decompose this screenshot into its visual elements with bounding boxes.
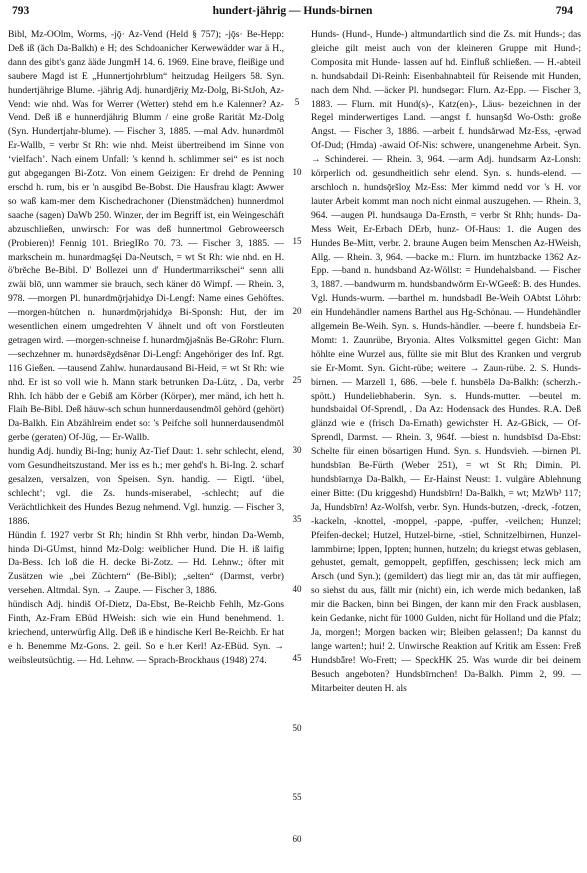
entry-huendisch: hündisch Adj. hindiš Of-Dietz, Da-Ebst, Be-Reichb Fehlh, Mz-Gons Finth, Az-Fram EBüd HWeish: sich wie ein Hund benehmend. 1. kriechend, unterwürfig Allg. Deß iß e hindische Kerl Be-Reichb. Er hat e h. Benemme Mz-Gons. 2. geil. So e h.er Kerl! Az-EBüd. Syn. → weibsleutsüchtig. — Hd. Lehnw. — Sprach-Brockhaus (1948) 274. [8,599,284,666]
line-number: 5 [294,97,300,107]
line-number: 35 [292,514,302,524]
page-number-left: 793 [12,5,30,17]
entry-hundig: hundig Adj. hundiχ Bi-Ing; huniχ Az-Tief Daut: 1. sehr schlecht, elend, vom Gesundheitszustand. Mer iss es h.; mer gehd's h. Bi-Ing. 2. scharf gesalzen, versalzen, von Speisen. Syn. handig. — Eigtl. ‘übel, schlecht’; vgl. die Zs. hunds-miserabel, -schlecht; auf die Verächtlichkeit des Hundes Bezug nehmend. Vgl. hunzig. — Fischer 3, 1886. [8,446,284,527]
line-number: 40 [292,584,302,594]
line-number: 45 [292,653,302,663]
line-number: 25 [292,375,302,385]
left-column [8,28,284,668]
entry-huendin: Hündin f. 1927 verbr St Rh; hindin St Rhh verbr, hindən Da-Wemb, hində Di-GUmst, hinnd Mz-Dolg: weiblicher Hund. Die H. iß laifig Da-Bess. Ich loß die H. decke Bi-Zotz. — Hd. Lehnw.; öfter mit Zusätzen wie „bei Züchtern“ (Be-Bibl); „selten“ (Darmst, verbr) versehen. Altmdal. Syn. → Zaupe. — Fischer 3, 1886. [8,529,284,597]
line-number: 10 [292,167,302,177]
line-number: 50 [292,723,302,733]
page-number-right: 794 [555,5,573,17]
running-head: hundert-jährig — Hunds-birnen [212,5,373,17]
line-number: 55 [292,792,302,802]
line-number: 20 [292,306,302,316]
entry-hundert-jaehrig: Bibl, Mz-OOlm, Worms, -jǭ· Az-Vend (Held § 757); -jǭs· Be-Hepp: Deß iß (ăch Da-Balkh) e H; des Schdoanicher Kerwewädder war ä H., dann des gibt's ganz ääde JungmH 14. 6. 1969. Eine brave, fleißige und saubere Magd ist E „Hunnertjohrblum“ heitzudag Heilgers 58. Syn. hundertjährige Blume. -jährig Adj. hunərdjēriχ Mz-Dolg, Bi-StJoh, Az-Vend: wie nhd. Was for Werrer (Wetter) stehd em h.e Kalenner? Az-Vend. Deß iß e hunnerdjährig Blumm / eine große Rarität Mz-Dolg (Syn. Hundertjahr-blume). — Fischer 3, 1885. —mal Adv. hunərdmōl Er-Wallb, = verbr St Rh: wie nhd. Meist übertreibend im Sinne von ‘vielfach’. Nach einem Unfall: 's kennd h. schlimmer sei“ es ist noch gut abgegangen Bi-Zotz. Von einem Geizigen: Er drehd de Penning erschd h. rum, bis er 'n ausgibd Be-Bobst. Die Hausfrau klagt: Awwer so waß kam-mer dem Kischedrachoner (Dienstmädchen) hunnerdmol saache (sagen) DaWb 250. Winzer, der im Begriff ist, ein Weingeschäft abzuschließen, unwirsch: For was deß hunnertmol Gebroweersch (Probieren)! Fennig 101. BriegIRo 70. 73. — Fischer 3, 1885. —markschein m. hunərdmagšęi Da-Neutsch, = wt St Rh: wie nhd. en H. ö'brĕche Be-Bibl. D' Bollezei unn d' Hundertmarrikschei“ senn alli zwäi blō, unn wammer sie brauch, sech käner dō Wimpf. — Rhein. 3, 978. —morgen Pl. hunərdmǭrjəhidχə Di-Lengf: Name eines Gehöftes. —morgen-hütchen n. hunərdmǭrjəhidχə Bi-Sponsh: Hut, der im wesentlichen einem umgedrehten V ähnelt und oft von Forstleuten getragen wird. —morgen-schneise f. hunərdmǭjəšnäs Be-GRohr: Flurn. —sechzehner m. hunərdsēχdsēnər Di-Lengf: Angehöriger des Inf. Rgt. 116 Gießen. —tausend Zahlw. hunərdausənd Bi-Heid, = wt St Rh: wie nhd. Er ist so voll wie h. Mann stark betrunken Da-Lütz, . Da, verbr Rhh. Ich häbb der e Gebiß am Körber (Körper), mer mänd, ich hett h. Flaih Be-Bibl. Deß häuw-sch schun hunnerdausendmōl gehörd (gehört) Da-Balkh. Ein Abzählreim endet so: 's Peifche soll hunnerdausendmōl gerbe (geraten) Of-Jüg, — Er-Wallb. [8,29,284,444]
page-header [12,5,573,21]
entry-hunds: Hunds- (Hund-, Hunde-) altmundartlich sind die Zs. mit Hunds-; das gleiche gilt meist auch von der kleineren Gruppe mit Hund-; Composita mit Hunde- lassen auf hd. Einfluß schließen. — H.-abteil n. hundsabdail Di-Reinh: Eisenbahnabteil für Reisende mit Hunden, nach dem Nhd. —äcker Pl. hundsegər: Flurn. Az-Epp. — Fischer 3, 1883. — Flurn. mit Hund(s)-, Katz(en)-, Läus- bezeichnen in der Regel minderwertiges Land. —angst f. hunsaŋšd Wo-Osth: große Angst. — Fischer 3, 1886. —arbeit f. hundsărwəd Mz-Ess, -ęrwəd Of-Dud; (Hmda) -awaid Of-Nis: schwere, unangenehme Arbeit. Syn. → Schinderei. — Rhein. 3, 964. —arm Adj. hundsarm Az-Lonsh: körperlich od. gesundheitlich sehr elend. Syn. s. hunds-elend. —arschloch n. hundsǭršloχ Mz-Ess: Mer kimmd nedd vor 's H. vor lauter Arbeit kommt man noch nicht einmal auszugehen. — Rhein. 3, 964. —augen Pl. hundsaugə Da-Ernsth, = verbr St Rhh; hunds- Da-Mess Weit, Er-Erbach DErb, hunz- Of-Haus: 1. die Augen des Hundes Be-Mitt, verbr. 2. braune Augen beim Menschen Az-HWeish, Allg. — Rhein. 3, 964. —backe m.: Flurn. im huntzbacke 1362 Az-Epp. —band n. hundsband Az-Wöllst: = Hundehalsband. — Fischer 3, 1887. —bandwurm m. hundsbandwŏrm Er-WGeeß: B. des Hundes. Vgl. Hunds-wurm. —barthel m. hundsbadl Be-Weih OAbtst Löhrb: ein Hundehändler namens Barthel aus Hg-Schönau. — Hundehändler allgemein Be-Weih. Syn. s. Hunds-händler. —beere f. hundsbeiə Er-Momt: 1. Zaunrübe, Bryonia. Altes Volksmittel gegen Gicht: Man höhlte eine Wurzel aus, füllte sie mit Blut des Kranken und vergrub sie Er-Momt. Syn. Gicht-rübe; weitere → Zaun-rübe. 2. S. Hunds-birnen. — Marzell 1, 686. —bele f. hunsbēlə Da-Balkh: (scherzh.-spött.) Hundeliebhaberin. Syn. s. Hunds-mutter. —beutel m. hundsbaidəl Of-Sprendl, . Da Az: Hodensack des Hundes. R.A. Deß glänzd wie e (frisch Da-Ernath) gewichster H. Az-GBick, — Of-Sprendl, Darmst. — Rhein. 3, 964f. —biest n. hundsbīsd Da-Ebst: Schelte für einen bösartigen Hund. Syn. s. Hundsvieh. —birnen Pl. hundsbīən Be-Fürth (Weber 251), = wt St Rh; Dimin. Pl. hundsbīərnχə Da-Balkh, — Er-Hainst Neust: 1. vulgäre Ablehnung einer Bitte: (Du kriggeshd) Hundsbīrn! Da-Balkh, = wt; MzWb³ 117; Ja, Hundsbīrn! Az-Wolfsh, verbr. Syn. Hunds-butzen, -dreck, -fotzen, -kackeln, -knottel, -moppel, -pappe, -puffer, -veilchen; Hunzel; Pfeifen-deckel; Hutzel, Hutzel-birne, -stiel, Schnitzelbirnen, Hunzel-lammbirne; Ippen, Ippten; hunnen, hutzeln; du kriegst etwas geblasen, gehustet, gemalt, gemoppelt, gepfiffen, geschissen; leck mich am Arsch (und Syn.); (gemildert) das liegt mir an, das tät mir auffiegen, so siehst du aus, fällt mir (nicht) ein, ich werde mich bedanken, laß mir die Backen, binn bei Bingen, der kann mir den Frack ausblasen, kein Gedanke, nicht für 1000 Gulden, nicht für Holland und die Pfalz; Ja, morgen!; Morgen backen wir; Bleiben gelassen!; Da kannst du lange warten!; hui! 2. Unwirsche Reaktion auf Kritik am Essen: Freß Hundsbǟre! Wo-Frett; — SpeckHK 25. Was wurde dir bei deinem Besuch angeboten? Hundsbīrnchen! Da-Balkh. Pimm 2, 99. — Mitarbeiter deuten H. als [311,29,581,694]
line-number: 15 [292,236,302,246]
right-column [311,28,581,696]
line-number: 60 [292,834,302,844]
line-number: 30 [292,445,302,455]
